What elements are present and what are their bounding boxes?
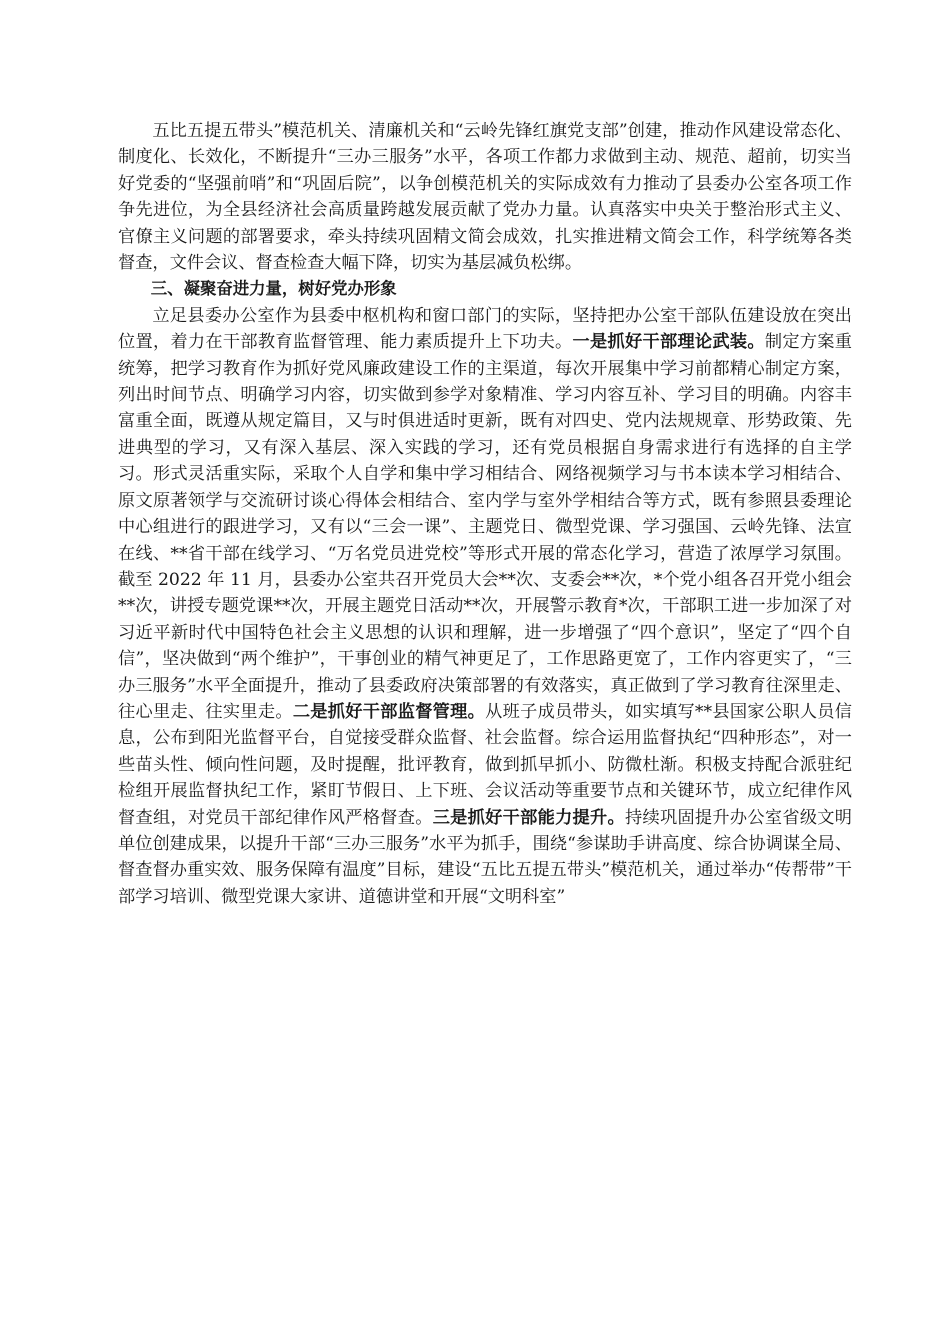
paragraph-intro: 立足县委办公室作为县委中枢机构和窗口部门的实际，坚持把办公室干部队伍建设放在突出位置，着力在干部教育监督管理、能力素质提升上下功夫。 bbox=[118, 305, 852, 353]
body-paragraph-continued: 五比五提五带头”模范机关、清廉机关和“云岭先锋红旗党支部”创建，推动作风建设常态化、制度化、长效化，不断提升“三办三服务”水平，各项工作都力求做到主动、规范、超前，切实当好党委的“坚强前哨”和“巩固后院”，以争创模范机关的实际成效有力推动了县委办公室各项工作争先进位，为全县经济社会高质量跨越发展贡献了党办力量。认真落实中央关于整治形式主义、官僚主义问题的部署要求，牵头持续巩固精文简会成效，扎实推进精文简会工作，科学统筹各类督查，文件会议、督查检查大幅下降，切实为基层减负松绑。 bbox=[118, 121, 852, 274]
document-page bbox=[118, 118, 852, 910]
section-heading: 三、凝聚奋进力量，树好党办形象 bbox=[150, 279, 397, 299]
point-1-body: 制定方案重统筹，把学习教育作为抓好党风廉政建设工作的主渠道，每次开展集中学习前都精心制定方案，列出时间节点、明确学习内容，切实做到参学对象精准、学习内容互补、学习目的明确。内容丰富重全面，既遵从规定篇目，又与时俱进适时更新，既有对四史、党内法规规章、形势政策、先进典型的学习，又有深入基层、深入实践的学习，还有党员根据自身需求进行有选择的自主学习。形式灵活重实际，采取个人自学和集中学习相结合、网络视频学习与书本读本学习相结合、原文原著领学与交流研讨谈心得体会相结合、室内学与室外学相结合等方式，既有参照县委理论中心组进行的跟进学习，又有以“三会一课”、主题党日、微型党课、学习强国、云岭先锋、法宣在线、**省干部在线学习、“万名党员进党校”等形式开展的常态化学习，营造了浓厚学习氛围。截至 2022 年 11 月，县委办公室共召开党员大会**次、支委会**次，*个党小组各召开党小组会**次，讲授专题党课**次，开展主题党日活动**次，开展警示教育*次，干部职工进一步加深了对习近平新时代中国特色社会主义思想的认识和理解，进一步增强了“四个意识”，坚定了“四个自信”，坚决做到“两个维护”，干事创业的精气神更足了，工作思路更宽了，工作内容更实了，“三办三服务”水平全面提升，推动了县委政府决策部署的有效落实，真正做到了学习教育往深里走、往心里走、往实里走。 bbox=[118, 332, 852, 722]
point-3-title: 三是抓好干部能力提升。 bbox=[432, 807, 625, 828]
point-3-body: 持续巩固提升办公室省级文明单位创建成果，以提升干部“三办三服务”水平为抓手，围绕“参谋助手讲高度、综合协调谋全局、督查督办重实效、服务保障有温度”目标，建设“五比五提五带头”模范机关，通过举办“传帮带”干部学习培训、微型党课大家讲、道德讲堂和开展“文明科室” bbox=[118, 807, 852, 907]
point-1-title: 一是抓好干部理论武装。 bbox=[572, 332, 765, 353]
body-paragraph bbox=[118, 303, 852, 910]
point-2-title: 二是抓好干部监督管理。 bbox=[292, 701, 486, 722]
point-2-body: 从班子成员带头，如实填写**县国家公职人员信息，公布到阳光监督平台，自觉接受群众监督、社会监督。综合运用监督执纪“四种形态”，对一些苗头性、倾向性问题，及时提醒，批评教育，做到抓早抓小、防微杜渐。积极支持配合派驻纪检组开展监督执纪工作，紧盯节假日、上下班、会议活动等重要节点和关键环节，成立纪律作风督查组，对党员干部纪律作风严格督查。 bbox=[118, 701, 852, 828]
